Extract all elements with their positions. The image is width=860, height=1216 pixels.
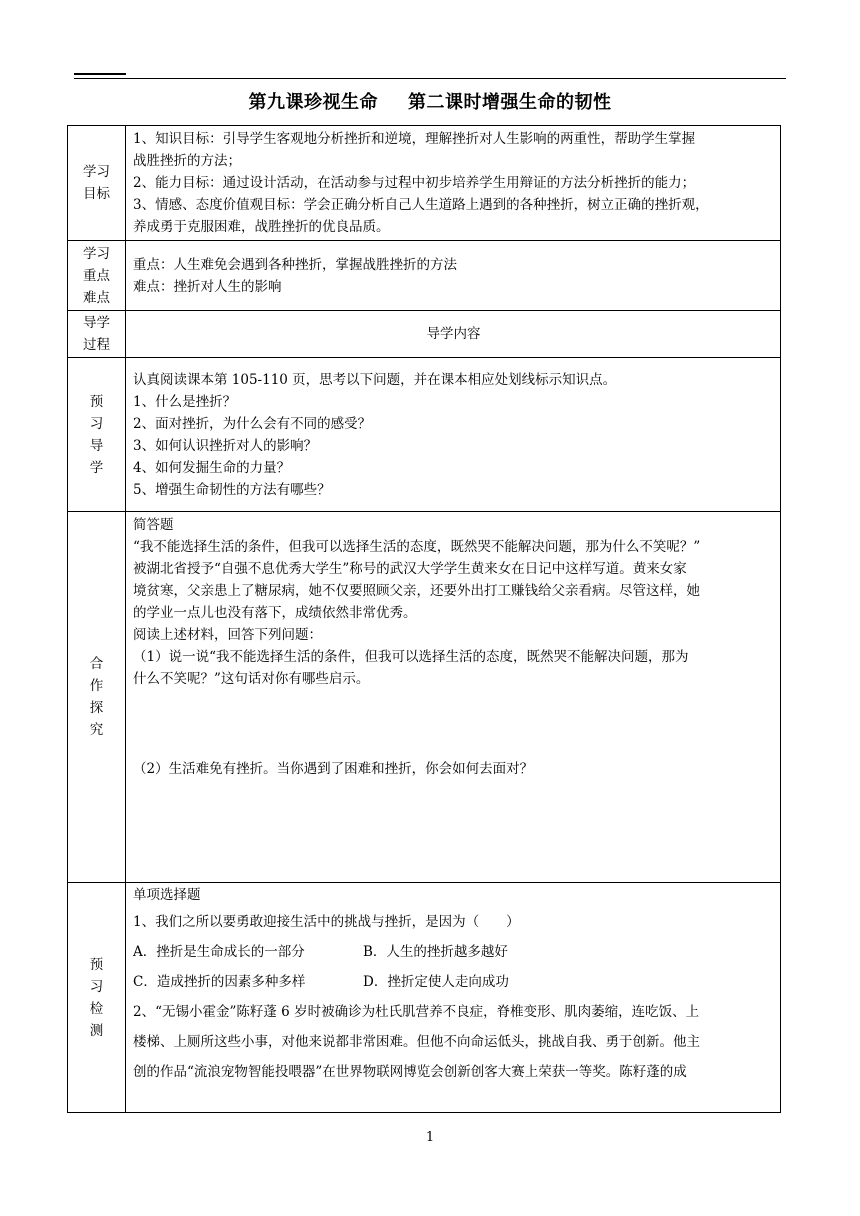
keypoints-content	[126, 241, 781, 311]
row-keypoints	[68, 241, 781, 311]
explore-question-2: （2）生活难免有挫折。当你遇到了困难和挫折，你会如何去面对？	[133, 761, 534, 777]
lesson-title: 第九课珍视生命	[248, 92, 378, 113]
page-number: 1	[425, 1130, 435, 1145]
session-title: 第二课时增强生命的韧性	[408, 92, 612, 113]
page-title	[0, 88, 860, 114]
explore-line: 阅读上述材料，回答下列问题：	[133, 627, 322, 643]
test-content	[126, 883, 781, 1113]
row-goals	[68, 126, 781, 241]
label-keypoints: 学习 重点 难点	[68, 241, 126, 311]
preview-line: 认真阅读课本第 105-110 页，思考以下问题，并在课本相应处划线标示知识点。	[133, 371, 617, 388]
explore-line: （1）说一说“我不能选择生活的条件，但我可以选择生活的态度，既然哭不能解决问题，那为	[133, 649, 689, 665]
goal-line: 1、知识目标：引导学生客观地分析挫折和逆境，理解挫折对人生影响的两重性，帮助学生掌握	[133, 131, 696, 147]
explore-line: “我不能选择生活的条件，但我可以选择生活的态度，既然哭不能解决问题，那为什么不笑呢？”	[133, 539, 701, 555]
explore-line: 的学业一点儿也没有落下，成绩依然非常优秀。	[133, 605, 417, 621]
label-test: 预 习 检 测	[68, 883, 126, 1113]
choice-c: C．造成挫折的因素多种多样	[133, 974, 306, 990]
explore-content	[126, 512, 781, 883]
keypoint-line: 重点：人生难免会遇到各种挫折，掌握战胜挫折的方法	[133, 256, 457, 273]
test-heading: 单项选择题	[133, 887, 201, 903]
choice-row	[133, 967, 774, 997]
goal-line: 2、能力目标：通过设计活动，在活动参与过程中初步培养学生用辩证的方法分析挫折的能力；	[133, 175, 696, 191]
test-question-1: 1、我们之所以要勇敢迎接生活中的挑战与挫折，是因为（ ）	[133, 914, 520, 930]
lesson-plan-table	[67, 125, 781, 1113]
preview-line: 4、如何发掘生命的力量？	[133, 459, 291, 476]
row-test	[68, 883, 781, 1113]
row-process	[68, 311, 781, 358]
preview-line: 5、增强生命韧性的方法有哪些？	[133, 481, 331, 498]
explore-line: 被湖北省授予“自强不息优秀大学生”称号的武汉大学学生黄来女在日记中这样写道。黄来女家	[133, 561, 687, 577]
test-question-2-line: 创的作品“流浪宠物智能投喂器”在世界物联网博览会创新创客大赛上荣获一等奖。陈籽蓬的成	[133, 1064, 687, 1080]
process-heading: 导学内容	[126, 311, 781, 358]
explore-heading: 简答题	[133, 517, 174, 533]
explore-line: 什么不笑呢？”这句话对你有哪些启示。	[133, 671, 370, 687]
test-question-2-line: 楼梯、上厕所这些小事，对他来说都非常困难。但他不向命运低头，挑战自我、勇于创新。他主	[133, 1034, 700, 1050]
goal-line: 战胜挫折的方法；	[133, 153, 241, 169]
header-rule	[74, 78, 786, 79]
choice-d: D．挫折定使人走向成功	[363, 974, 509, 990]
label-goals: 学习 目标	[68, 126, 126, 241]
goal-line: 养成勇于克服困难，战胜挫折的优良品质。	[133, 219, 390, 235]
goals-content	[126, 126, 781, 241]
test-question-2-line: 2、“无锡小霍金”陈籽蓬 6 岁时被确诊为杜氏肌营养不良症，脊椎变形、肌肉萎缩，连吃饭、上	[133, 1004, 700, 1020]
preview-line: 3、如何认识挫折对人的影响？	[133, 437, 318, 454]
label-explore: 合 作 探 究	[68, 512, 126, 883]
choice-a: A．挫折是生命成长的一部分	[133, 944, 305, 960]
choice-row	[133, 937, 774, 967]
header-short-rule	[74, 73, 126, 75]
preview-line: 1、什么是挫折？	[133, 393, 237, 410]
row-preview	[68, 358, 781, 512]
explore-line: 境贫寒，父亲患上了糖尿病，她不仅要照顾父亲，还要外出打工赚钱给父亲看病。尽管这样，她	[133, 583, 700, 599]
keypoint-line: 难点：挫折对人生的影响	[133, 278, 282, 295]
row-explore	[68, 512, 781, 883]
label-process: 导学 过程	[68, 311, 126, 358]
choice-b: B．人生的挫折越多越好	[363, 944, 508, 960]
label-preview: 预 习 导 学	[68, 358, 126, 512]
preview-line: 2、面对挫折，为什么会有不同的感受？	[133, 415, 372, 432]
preview-content	[126, 358, 781, 512]
goal-line: 3、情感、态度价值观目标：学会正确分析自己人生道路上遇到的各种挫折，树立正确的挫折观，	[133, 197, 709, 213]
